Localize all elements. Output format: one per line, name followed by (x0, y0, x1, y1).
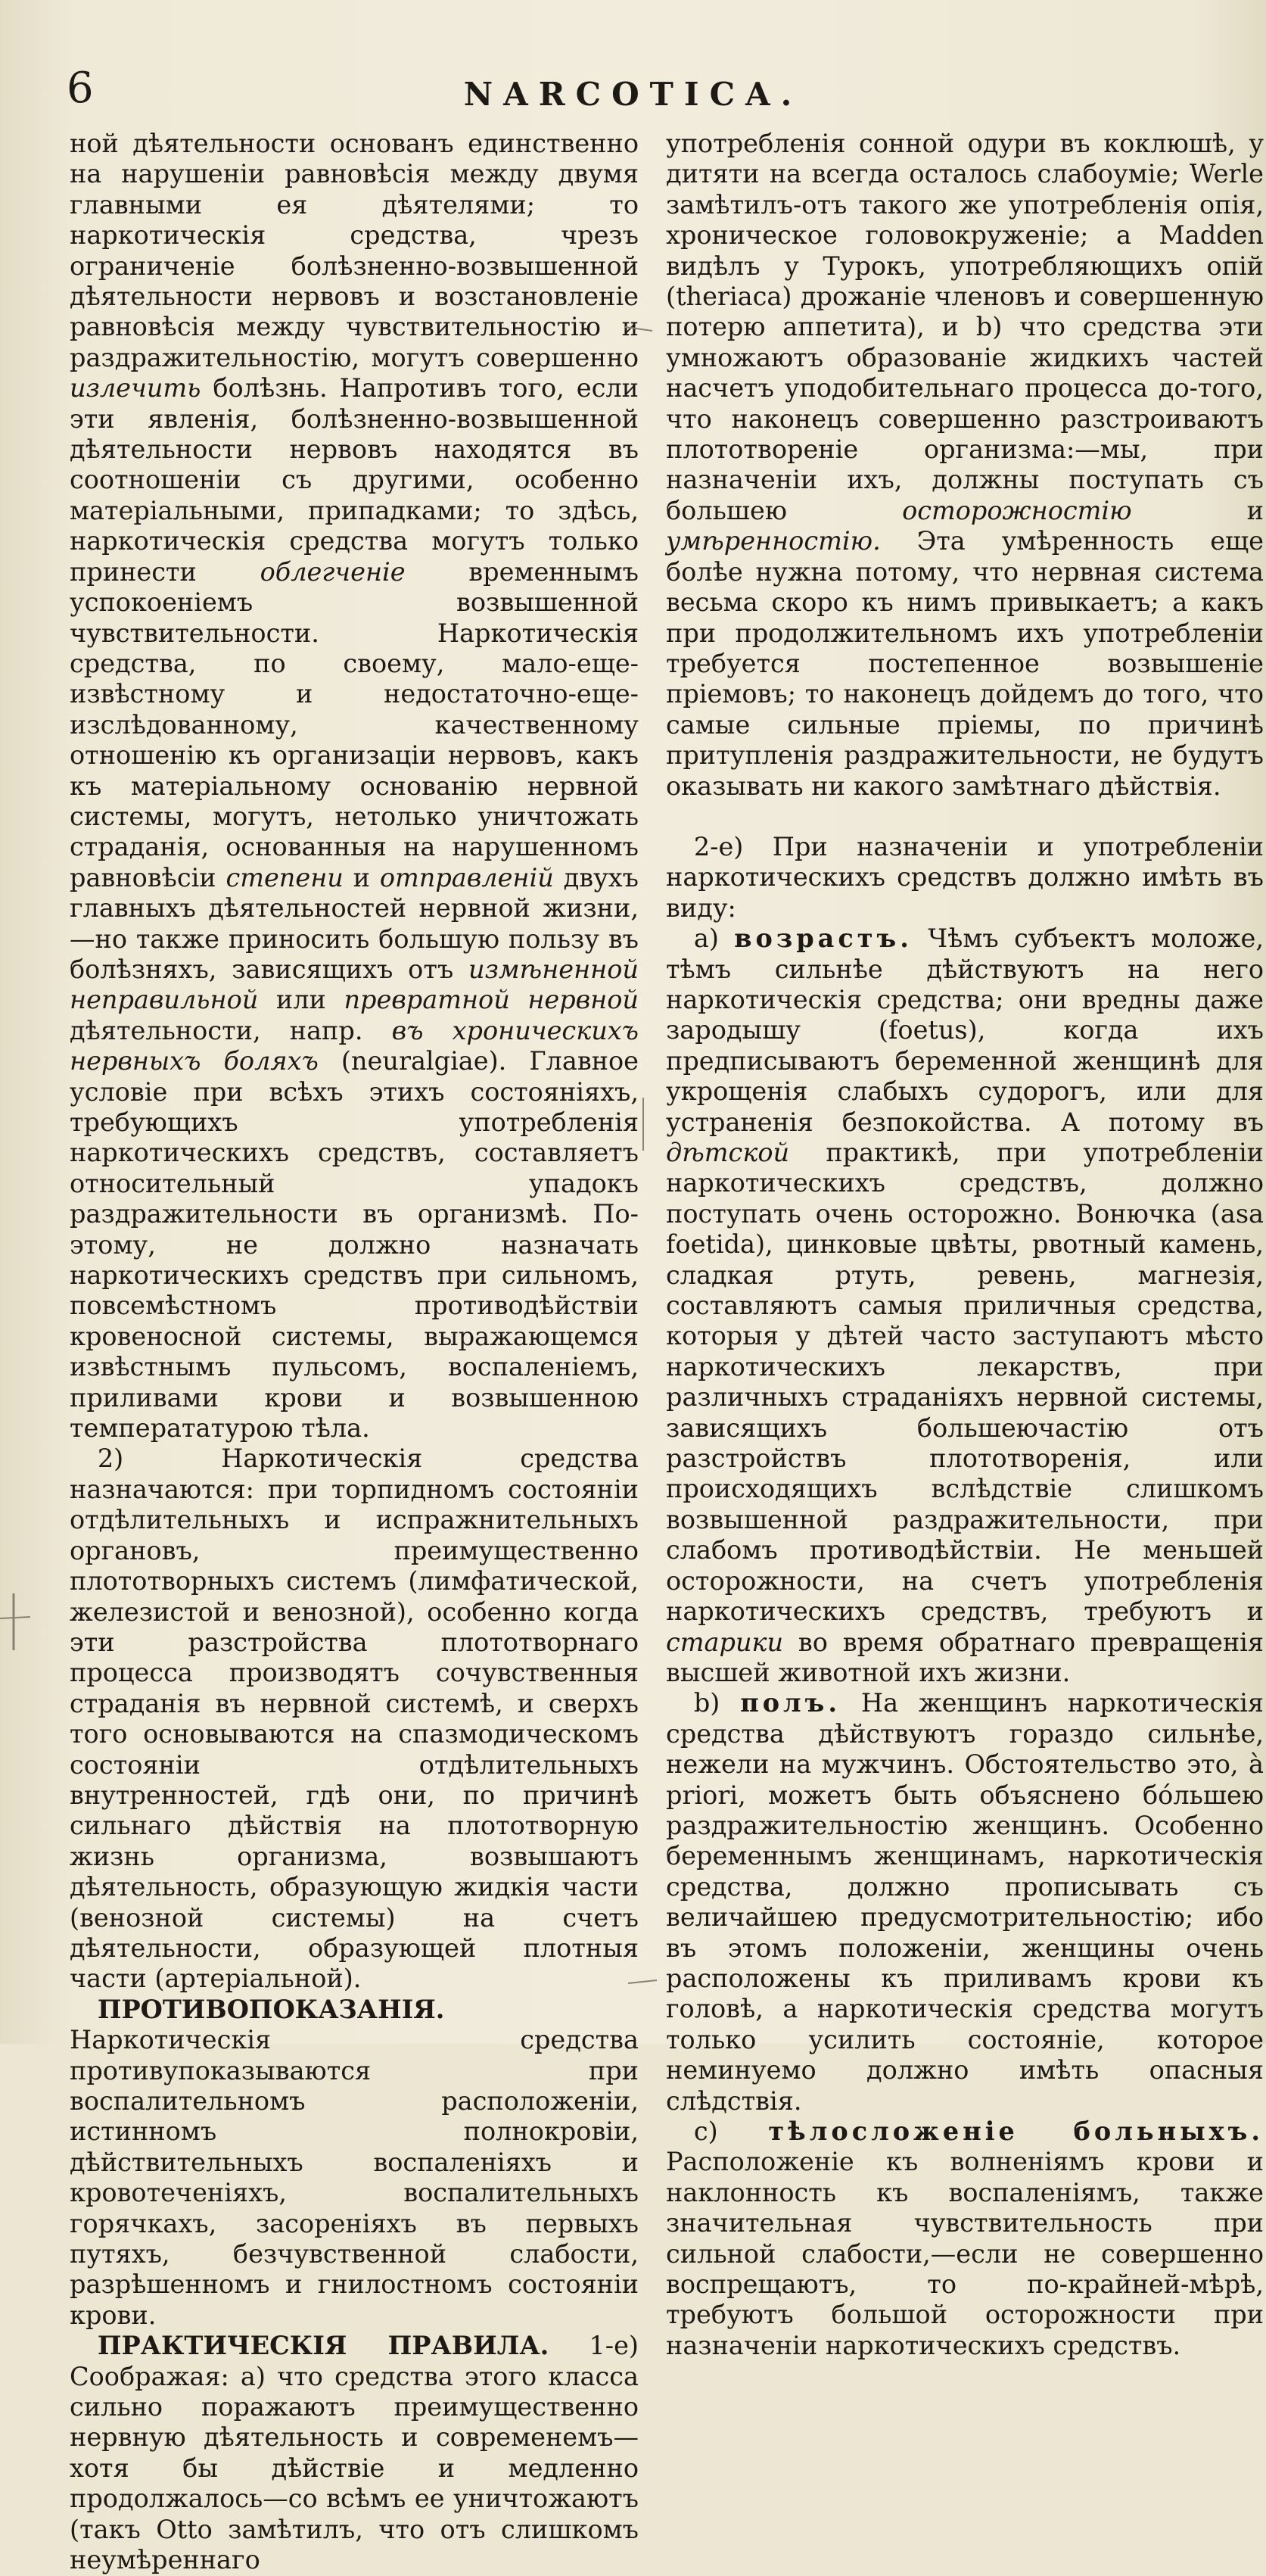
age-paragraph: а) возрастъ. Чѣмъ субъектъ моложе, тѣмъ сильнѣе дѣйствуютъ на него наркотическія средства; они вредны даже зародышу (foetus), когда ихъ предписываютъ беременной женщинѣ для укрощенія слабыхъ судорогъ, или для устраненія безпокойства. А потому въ дѣтской практикѣ, при употребленіи наркотическихъ средствъ, должно поступать очень осторожно. Вонючка (asa foetida), цинковые цвѣты, рвотный камень, сладкая ртуть, ревень, магнезія, составляютъ самыя приличныя средства, которыя у дѣтей часто заступаютъ мѣсто наркотическихъ лекарствъ, при различныхъ страданіяхъ нервной системы, зависящихъ большеючастію отъ разстройствъ плототворенія, или происходящихъ вслѣдствіе слишкомъ возвышенной раздражительности, при слабомъ противодѣйствіи. Не меньшей осторожности, на счетъ употребленія наркотическихъ средствъ, требуютъ и старики во время обратнаго превращенія высшей животной ихъ жизни. (666, 924, 1264, 1687)
practical-rules-heading: ПРАКТИЧЕСКІЯ ПРАВИЛА. (97, 2331, 549, 2361)
left-paragraph-1: ной дѣятельности основанъ единственно на нарушеніи равновѣсія между двумя главными ея дѣятелями; то наркотическія средства, чрезъ ограниченіе болѣзненно-возвышенной дѣятельности нервовъ и возстановленіе равновѣсія между чувствительностію и раздражительностію, могутъ совершенно излечить болѣзнь. Напротивъ того, если эти явленія, болѣзненно-возвышенной дѣятельности нервовъ находятся въ соотношеніи съ другими, особенно матеріальными, припадками; то здѣсь, наркотическія средства могутъ только принести облегченіе временнымъ успокоеніемъ возвышенной чувствительности. Наркотическія средства, по своему, мало-еще-извѣстному и недостаточно-еще-изслѣдованному, качественному отношенію къ организаціи нервовъ, какъ къ матеріальному основанію нервной системы, могутъ, нетолько уничтожать страданія, основанныя на нарушенномъ равновѣсіи степени и отправленій двухъ главныхъ дѣятельностей нервной жизни,—но также приносить большую пользу въ болѣзняхъ, зависящихъ отъ измѣненной неправильной или превратной нервной дѣятельности, напр. въ хроническихъ нервныхъ боляхъ (neuralgiae). Главное условіе при всѣхъ этихъ состояніяхъ, требующихъ употребленія наркотическихъ средствъ, составляетъ относительный упадокъ раздражительности въ организмѣ. По-этому, не должно назначать наркотическихъ средствъ при сильномъ, повсемѣстномъ противодѣйствіи кровеносной системы, выражающемся извѣстнымъ пульсомъ, воспаленіемъ, приливами крови и возвышенною температатурою тѣла. (70, 129, 639, 1444)
practical-rules-paragraph: ПРАКТИЧЕСКІЯ ПРАВИЛА. 1-е) Соображая: а) что средства этого класса сильно поражаютъ преимущественно нервную дѣятельность и современемъ—хотя бы дѣйствіе и медленно продолжалось—со всѣмъ ее уничтожаютъ (такъ Otto замѣтилъ, что отъ слишкомъ неумѣреннаго (70, 2331, 639, 2575)
page-number: 6 (67, 64, 94, 113)
constitution-term: тѣлосложеніе больныхъ. (768, 2117, 1264, 2146)
age-term: возрастъ. (734, 924, 913, 954)
contraindications-heading: ПРОТИВОПОКАЗАНІЯ. (97, 1994, 445, 2024)
running-title: NARCOTICA. (463, 76, 803, 113)
contraindications-paragraph: ПРОТИВОПОКАЗАНІЯ. Наркотическія средства противупоказываются при воспалительномъ расположеніи, истинномъ полнокровіи, дѣйствительныхъ воспаленіяхъ и кровотеченіяхъ, воспалительныхъ горячкахъ, засореніяхъ въ первыхъ путяхъ, безчувственной слабости, разрѣшенномъ и гнилостномъ состояніи крови. (70, 1994, 639, 2330)
constitution-paragraph: c) тѣлосложеніе больныхъ. Расположеніе къ волненіямъ крови и наклонность къ воспаленіямъ, также значительная чувствительность при сильной слабости,—если не совершенно воспрещаютъ, то по-крайней-мѣрѣ, требуютъ большой осторожности при назначеніи наркотическихъ средствъ. (666, 2117, 1264, 2360)
left-paragraph-2: 2) Наркотическія средства назначаются: при торпидномъ состояніи отдѣлительныхъ и испражнительныхъ органовъ, преимущественно плототворныхъ системъ (лимфатической, железистой и венозной), особенно когда эти разстройства плототворнаго процесса производятъ сочувственныя страданія въ нервной системѣ, и сверхъ того основываются на спазмодическомъ состояніи отдѣлительныхъ внутренностей, гдѣ они, по причинѣ сильнаго дѣйствія на плототворную жизнь организма, возвышаютъ дѣятельность, образующую жидкія части (венозной системы) на счетъ дѣятельности, образующей плотныя части (артеріальной). (70, 1444, 639, 1994)
right-paragraph-2: 2-е) При назначеніи и употребленіи наркотическихъ средствъ должно имѣть въ виду: (666, 831, 1264, 923)
sex-term: полъ. (740, 1688, 841, 1718)
right-paragraph-1: употребленія сонной одури въ коклюшѣ, у дитяти на всегда осталось слабоуміе; Werle замѣтилъ-отъ такого же употребленія опія, хроническое головокруженіе; а Madden видѣлъ у Турокъ, употребляющихъ опій (theriaca) дрожаніе членовъ и совершенную потерю аппетита), и b) что средства эти умножаютъ образованіе жидкихъ частей насчетъ уподобительнаго процесса до-того, что наконецъ совершенно разстроиваютъ плототвореніе организма:—мы, при назначеніи ихъ, должны поступать съ большею осторожностію и умѣренностію. Эта умѣренность еще болѣе нужна потому, что нервная система весьма скоро къ нимъ привыкаетъ; а какъ при продолжительномъ ихъ употребленіи требуется постепенное возвышеніе пріемовъ; то наконецъ дойдемъ до того, что самые сильные пріемы, по причинѣ притупленія раздражительности, не будутъ оказывать ни какого замѣтнаго дѣйствія. (666, 129, 1264, 801)
sex-paragraph: b) полъ. На женщинъ наркотическія средства дѣйствуютъ гораздо сильнѣе, нежели на мужчинъ. Обстоятельство это, à priori, можетъ быть объяснено бóльшею раздражительностію женщинъ. Особенно беременнымъ женщинамъ, наркотическія средства, должно прописывать съ величайшею предусмотрительностію; ибо въ этомъ положеніи, женщины очень расположены къ приливамъ крови къ головѣ, а наркотическія средства могутъ только усилить состояніе, которое неминуемо должно имѣть опасныя слѣдствія. (666, 1688, 1264, 2116)
